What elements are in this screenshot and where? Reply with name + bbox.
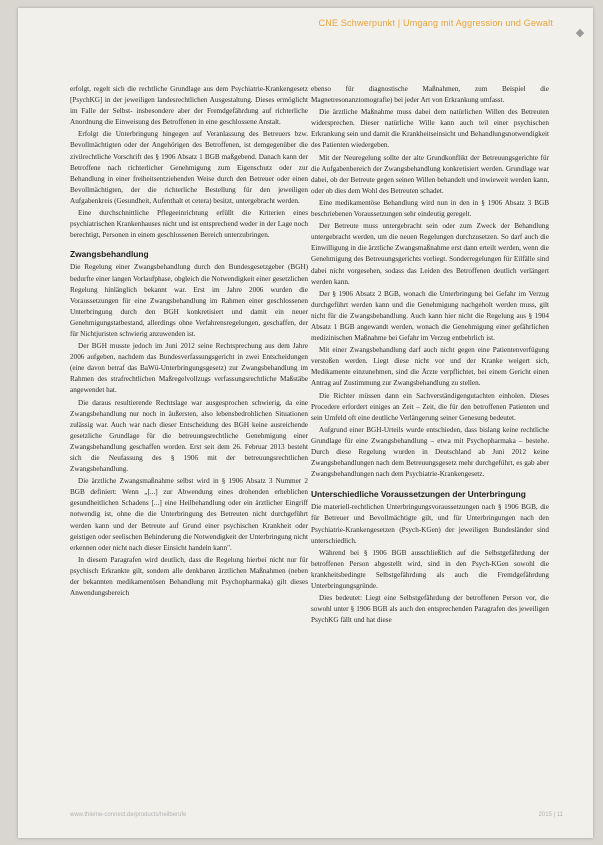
paragraph: In diesem Paragrafen wird deutlich, dass die Regelung hierbei nicht nur für psychisch Erkrankte gilt, sondern alle denkbaren ärztlichen Maßnahmen (neben der bekannten medikamentösen Behandlung mit Psychopharmaka) gilt dieses Anwendungsbereich (70, 555, 308, 598)
running-header: CNE Schwerpunkt | Umgang mit Aggression und Gewalt (318, 18, 553, 28)
right-column (311, 84, 549, 627)
paragraph: Erfolgt die Unterbringung hingegen auf Veranlassung des Betreuers bzw. Bevollmächtigten oder der Angehörigen des Betroffenen, ist demgegenüber die zivilrechtliche Vorschrift des § 1906 Absatz 1 BGB maßgebend. Danach kann der Betroffene nach richterlicher Genehmigung zum Eigenschutz oder zur Behandlung in einer freiheitsentziehenden Weise durch den Betreuer oder einen Bevollmächtigten, der die richterliche Bestellung für den jeweiligen Aufgabenkreis (Gesundheit, Aufenthalt et cetera) besitzt, untergebracht werden. (70, 130, 308, 205)
paragraph: Während bei § 1906 BGB ausschließlich auf die Selbstgefährdung der betroffenen Person abgestellt wird, sind in den Psych-KGen sowohl die krankheitsbedingte Selbstgefährdung als auch die Fremdgefährdung Unterbringungsgründe. (311, 548, 549, 591)
paragraph: Mit der Neuregelung sollte der alte Grundkonflikt der Betreuungsgerichte für die Aufgabenbereich der Zwangsbehandlung konkretisiert werden. Grundlage war dabei, ob der Betreute gegen seinen Willen behandelt und inwieweit werden kann, oder ob dies dem Wohl des Betreuten schadet. (311, 153, 549, 195)
paragraph: Aufgrund einer BGH-Urteils wurde entschieden, dass bislang keine rechtliche Grundlage für eine Zwangsbehandlung – etwa mit Psychopharmaka – bestehe. Durch diese Regelung wurden in Deutschland ab Juni 2012 keine Zwangsbehandlungen nach dem Betreuungsgesetz mehr durchgeführt, es gab aber Zwangsbehandlungen nach dem Psychiatrie-Krankengesetz. (311, 425, 549, 479)
page-corner-mark-icon: ◆ (575, 27, 585, 39)
paragraph: Die Richter müssen dann ein Sachverständigengutachten einholen. Dieses Procedere erfordert einiges an Zeit – Zeit, die für den betroffenen Patienten und sein Umfeld oft eine deutliche Verlängerung seiner Genesung bedeutet. (311, 391, 549, 422)
paragraph: Die ärztliche Maßnahme muss dabei dem natürlichen Willen des Betreuten widersprechen. Dieser natürliche Wille kann auch teil einer psychischen Erkrankung sein und damit die Krankheitseinsicht und Behandlungsnotwendigkeit des Patienten wiedergeben. (311, 108, 549, 150)
paragraph: Der BGH musste jedoch im Juni 2012 seine Rechtsprechung aus dem Jahre 2006 aufgeben, nachdem das Bundesverfassungsgericht in zwei Entscheidungen (eine davon betraf das BaWü-Unterbringungsgesetz) zur Zwangsbehandlung im Rahmen des strafrechtlichen Maßregelvollzugs verfassungsrechtliche Maßstäbe angewendet hat. (70, 342, 308, 395)
paragraph: Eine medikamentöse Behandlung wird nun in den in § 1906 Absatz 3 BGB beschriebenen Voraussetzungen sehr eindeutig geregelt. (311, 198, 549, 219)
paragraph: Eine durchschnittliche Pflegeeinrichtung erfüllt die Kriterien eines psychiatrischen Krankenhauses nicht und ist entsprechend weder in der Lage noch berechtigt, Personen in einem geschlossenen Bereich unterzubringen. (70, 209, 308, 240)
paragraph: ebenso für diagnostische Maßnahmen, zum Beispiel die Magnetresonanztomografie) bei jeder Art von Erkrankung umfasst. (311, 85, 549, 105)
paragraph: erfolgt, regelt sich die rechtliche Grundlage aus dem Psychiatrie-Krankengesetz [PsychKG] in der jeweiligen landesrechtlichen Ausgestaltung. Dieses ermöglicht im Falle der Selbst- insbesondere aber der Fremdgefährdung auf richterliche Anordnung die Einweisung des Betroffenen in eine geschlossene Anstalt. (70, 85, 308, 127)
footer-url: www.thieme-connect.de/products/heilberufe (70, 812, 187, 818)
paragraph: Der § 1906 Absatz 2 BGB, wonach die Unterbringung bei Gefahr im Verzug durchgeführt werden kann und die Genehmigung nachgeholt werden muss, gilt nicht für die Zwangsbehandlung. Auch kann hier nicht die Regelung aus § 1904 Absatz 1 BGB angewandt werden, wonach die Genehmigung einer gefährlichen medizinischen Maßnahme bei Gefahr im Verzug entbehrlich ist. (311, 289, 549, 343)
paragraph: Die materiell-rechtlichen Unterbringungsvoraussetzungen nach § 1906 BGB, die für Betreuer und Bevollmächtigte gilt, und für Unterbringungen nach den Psychiatrie-Krankengesetzen (Psych-KGen) der jeweiligen Bundesländer sind unterschiedlich. (311, 503, 549, 545)
section-heading: Zwangsbehandlung (70, 249, 149, 260)
paragraph: Dies bedeutet: Liegt eine Selbstgefährdung der betroffenen Person vor, die sowohl unter § 1906 BGB als auch den entsprechenden Paragrafen des jeweiligen PsychKG fällt und hat diese (311, 594, 549, 625)
section-heading: Unterschiedliche Voraussetzungen der Unterbringung (311, 489, 526, 500)
document-page (18, 8, 593, 838)
paragraph: Der Betreute muss untergebracht sein oder zum Zweck der Behandlung untergebracht werden, um die neuen Regelungen durchzusetzen. So darf auch die Einwilligung in die ärztliche Zwangsmaßnahme erst dann erteilt werden, wenn die Genehmigung des Betreuungsgerichts vorliegt. Sonderregelungen für Eilfälle sind dabei nicht vorgesehen, sodass das Leiden des Betroffenen deutlich verlängert werden kann. (311, 222, 549, 286)
paragraph: Die ärztliche Zwangsmaßnahme selbst wird in § 1906 Absatz 3 Nummer 2 BGB definiert: Wenn „[...] zur Abwendung eines drohenden erheblichen gesundheitlichen Schadens [...] eine Heilbehandlung oder ein ärztlicher Eingriff notwendig ist, ohne die die Unterbringung des Betreuten nicht durchgeführt werden kann und der Betreute auf Grund einer psychischen Krankheit oder geistigen oder seelischen Behinderung die Notwendigkeit der Unterbringung nicht erkennen oder nicht nach dieser Einsicht handeln kann". (70, 477, 308, 552)
paragraph: Die Regelung einer Zwangsbehandlung durch den Bundesgesetzgeber (BGH) bedurfte einer langen Vorlaufphase, obgleich die Notwendigkeit einer gesetzlichen Regelung hinlänglich bekannt war. Erst im Jahre 2006 wurden die Voraussetzungen für eine Zwangsbehandlung im Rahmen einer geschlossenen Unterbringung durch den BGH konkretisiert und damit ein neuer Genehmigungstatbestand, allerdings ohne Verfahrensregelungen, geschaffen, der für Nichtjuristen schwierig anzuwenden ist. (70, 263, 308, 338)
paragraph: Die daraus resultierende Rechtslage war ausgesprochen schwierig, da eine Zwangsbehandlung nur noch in äußersten, also lebensbedrohlichen Situationen zulässig war. Auch war nach dieser Entscheidung des BGH keine ausreichende gesetzliche Grundlage für die betreuungsrechtliche Genehmigung einer Zwangsbehandlung geschaffen worden. Erst seit dem 26. Februar 2013 besteht sich die Neufassung des § 1906 mit der betreuungsrechtlichen Zwangsbehandlung. (70, 398, 308, 474)
left-column (70, 84, 308, 600)
footer-page-info: 2015 | 11 (538, 812, 563, 818)
paragraph: Mit einer Zwangsbehandlung darf auch nicht gegen eine Patientenverfügung verstoßen werden. Liegt diese nicht vor und der Kranke weigert sich, Medikamente einzunehmen, sind die Ärzte verpflichtet, bei einem Gericht einen Antrag auf Zustimmung zur Zwangsbehandlung zu stellen. (311, 346, 549, 388)
